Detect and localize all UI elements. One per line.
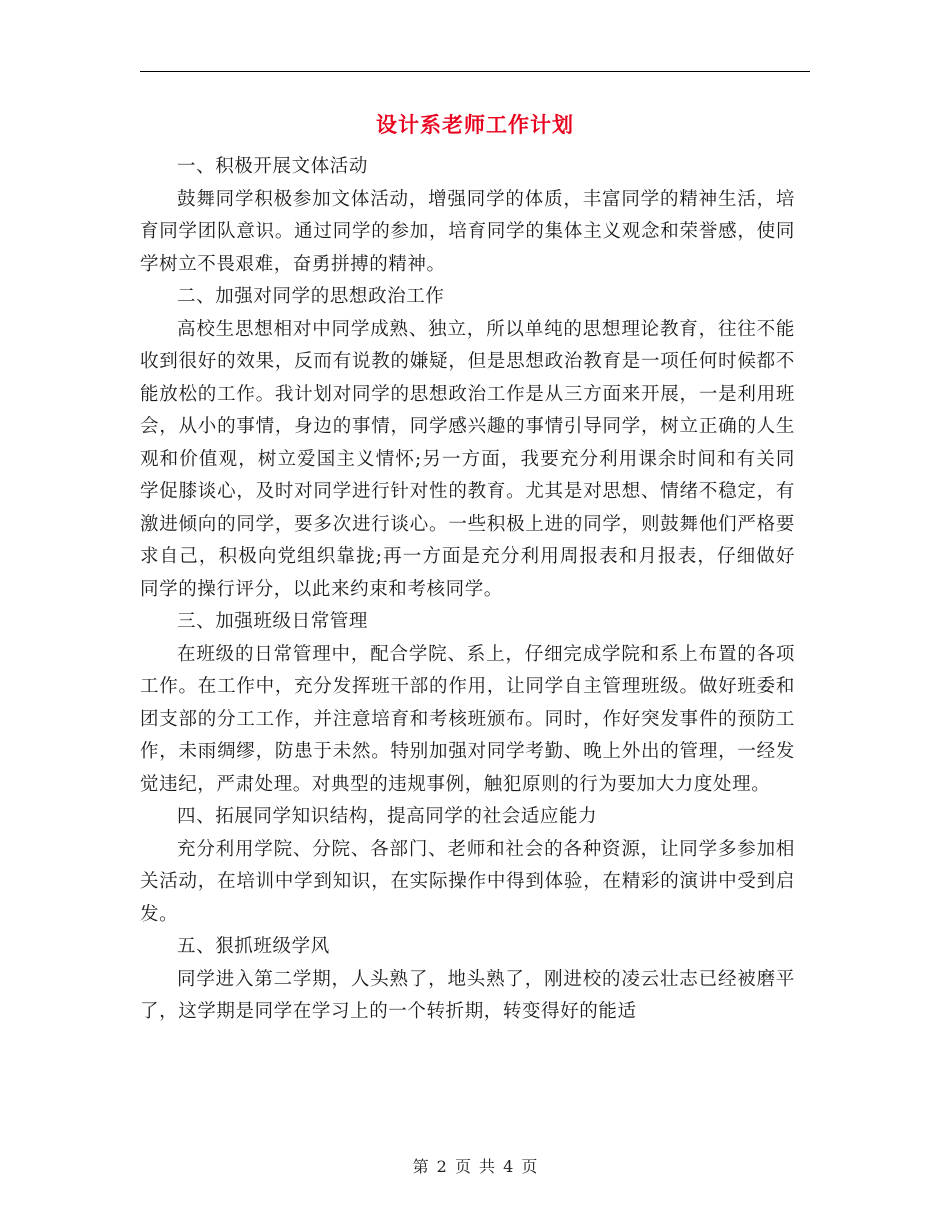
section-paragraph-3: 在班级的日常管理中，配合学院、系上，仔细完成学院和系上布置的各项工作。在工作中，充分发挥班干部的作用，让同学自主管理班级。做好班委和团支部的分工工作，并注意培育和考核班颁布。同时，作好突发事件的预防工作，未雨绸缪，防患于未然。特别加强对同学考勤、晚上外出的管理，一经发觉违纪，严肃处理。对典型的违规事例，触犯原则的行为要加大力度处理。	[140, 643, 795, 795]
header-rule	[140, 71, 810, 72]
section-paragraph-2: 高校生思想相对中同学成熟、独立，所以单纯的思想理论教育，往往不能收到很好的效果，反而有说教的嫌疑，但是思想政治教育是一项任何时候都不能放松的工作。我计划对同学的思想政治工作是从三方面来开展，一是利用班会，从小的事情，身边的事情，同学感兴趣的事情引导同学，树立正确的人生观和价值观，树立爱国主义情怀;另一方面，我要充分利用课余时间和有关同学促膝谈心，及时对同学进行针对性的教育。尤其是对思想、情绪不稳定，有激进倾向的同学，要多次进行谈心。一些积极上进的同学，则鼓舞他们严格要求自己，积极向党组织靠拢;再一方面是充分利用周报表和月报表，仔细做好同学的操行评分，以此来约束和考核同学。	[140, 318, 795, 600]
page-number-footer: 第 2 页 共 4 页	[412, 1157, 538, 1176]
section-paragraph-4: 充分利用学院、分院、各部门、老师和社会的各种资源，让同学多参加相关活动，在培训中学到知识，在实际操作中得到体验，在精彩的演讲中受到启发。	[140, 838, 795, 925]
section-heading-5: 五、狠抓班级学风	[177, 936, 330, 957]
section-paragraph-1: 鼓舞同学积极参加文体活动，增强同学的体质，丰富同学的精神生活，培育同学团队意识。通过同学的参加，培育同学的集体主义观念和荣誉感，使同学树立不畏艰难，奋勇拼搏的精神。	[140, 188, 795, 275]
section-heading-1: 一、积极开展文体活动	[177, 156, 369, 177]
section-heading-3: 三、加强班级日常管理	[177, 611, 369, 632]
document-body	[140, 151, 795, 1029]
section-heading-4: 四、拓展同学知识结构，提高同学的社会适应能力	[177, 806, 598, 827]
document-title: 设计系老师工作计划	[376, 112, 574, 137]
section-paragraph-5: 同学进入第二学期，人头熟了，地头熟了，刚进校的凌云壮志已经被磨平了，这学期是同学在学习上的一个转折期，转变得好的能适	[140, 968, 795, 1022]
section-heading-2: 二、加强对同学的思想政治工作	[177, 286, 445, 307]
